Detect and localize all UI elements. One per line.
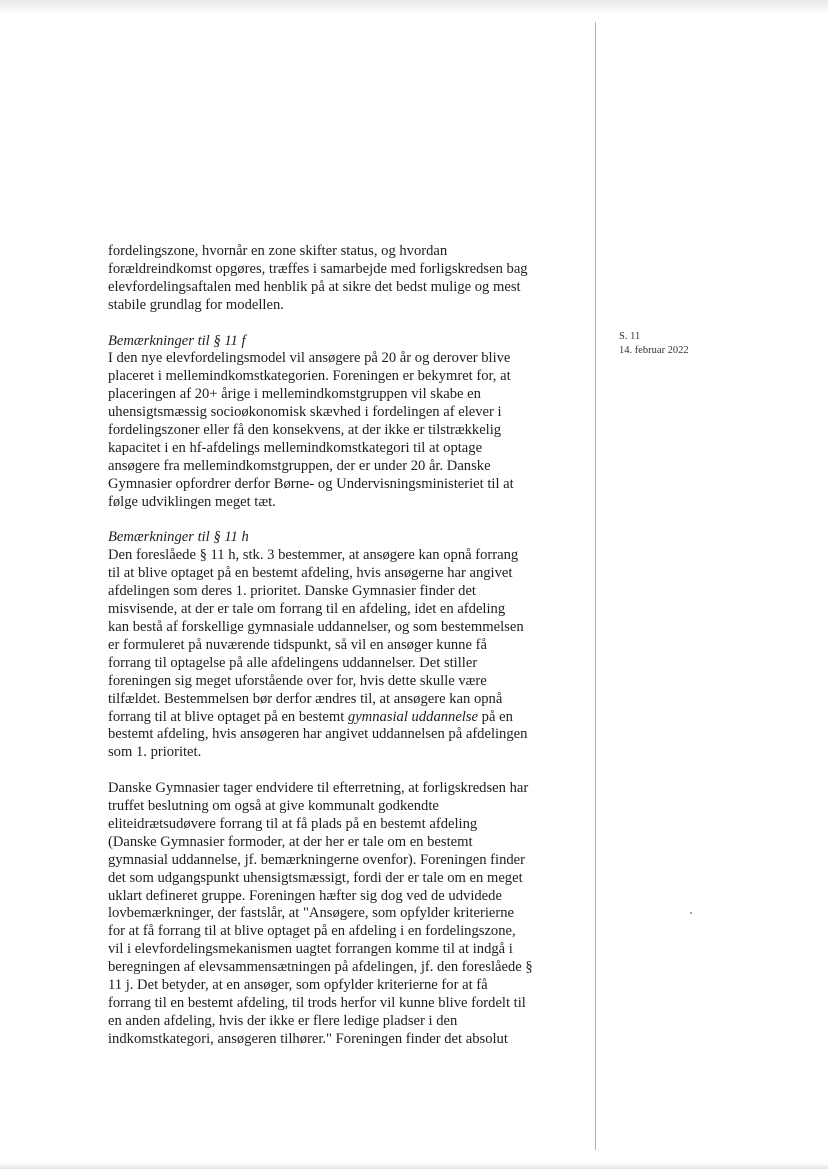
- text-line: (Danske Gymnasier formoder, at der her er tale om en bestemt: [108, 833, 473, 850]
- text-line: vil i elevfordelingsmekanismen uagtet forrangen komme til at indgå i: [108, 941, 513, 958]
- section-11f: [108, 333, 578, 512]
- paragraph-gap: [108, 512, 578, 530]
- text-line: afdelingen som deres 1. prioritet. Danske Gymnasier finder det: [108, 583, 476, 600]
- text-line: forrang til optagelse på alle afdelingens uddannelser. Det stiller: [108, 654, 478, 671]
- text-line: som 1. prioritet.: [108, 744, 202, 761]
- text-line: en anden afdeling, hvis der ikke er flere ledige pladser i den: [108, 1012, 458, 1029]
- text-line: Gymnasier opfordrer derfor Børne- og Undervisningsministeriet til at: [108, 475, 514, 492]
- section-heading: Bemærkninger til § 11 f: [108, 332, 246, 349]
- text-line: 11 j. Det betyder, at en ansøger, som opfylder kriterierne for at få: [108, 977, 488, 994]
- emphasized-term: gymnasial uddannelse: [347, 708, 479, 725]
- text-line: forrang til en bestemt afdeling, til trods herfor vil kunne blive fordelt til: [108, 995, 526, 1012]
- scan-shadow-bottom: [0, 1163, 828, 1169]
- scan-speck: [690, 912, 692, 914]
- text-line: bestemt afdeling, hvis ansøgeren har angivet uddannelsen på afdelingen: [108, 726, 528, 743]
- text-line: det som udgangspunkt uhensigtsmæssigt, fordi der er tale om en meget: [108, 869, 523, 886]
- text-line: er formuleret på nuværende tidspunkt, så vil en ansøger kunne få: [108, 636, 487, 653]
- intro-paragraph: [108, 243, 578, 315]
- document-body: [108, 243, 578, 1049]
- text-line: beregningen af elevsammensætningen på afdelingen, jf. den foreslåede §: [108, 959, 533, 976]
- closing-paragraph: [108, 780, 578, 1049]
- paragraph-gap: [108, 762, 578, 780]
- text-line: misvisende, at der er tale om forrang til en afdeling, idet en afdeling: [108, 601, 506, 618]
- text-line: eliteidrætsudøvere forrang til at få plads på en bestemt afdeling: [108, 815, 478, 832]
- text-line: fordelingszone, hvornår en zone skifter status, og hvordan: [108, 243, 448, 259]
- text-line: Danske Gymnasier tager endvidere til efterretning, at forligskredsen har: [108, 780, 529, 797]
- text-line: følge udviklingen meget tæt.: [108, 493, 276, 510]
- text-line: kan bestå af forskellige gymnasiale uddannelser, og som bestemmelsen: [108, 619, 524, 635]
- text-line: ansøgere fra mellemindkomstgruppen, der er under 20 år. Danske: [108, 457, 491, 474]
- text-line: gymnasial uddannelse, jf. bemærkningerne ovenfor). Foreningen finder: [108, 851, 526, 868]
- text-line: foreningen sig meget uforstående over for, hvis dette skulle være: [108, 672, 487, 689]
- margin-divider-line: [595, 22, 596, 1150]
- text-line: for at få forrang til at blive optaget på en afdeling i en fordelingszone,: [108, 923, 516, 940]
- text-line: stabile grundlag for modellen.: [108, 296, 284, 313]
- scan-shadow-top: [0, 0, 828, 14]
- text-line: lovbemærkninger, der fastslår, at "Ansøgere, som opfylder kriterierne: [108, 905, 514, 922]
- page-number: S. 11: [619, 331, 641, 342]
- text-line: forældreindkomst opgøres, træffes i samarbejde med forligskredsen bag: [108, 260, 528, 277]
- text-line: placeringen af 20+ årige i mellemindkomstgruppen vil skabe en: [108, 386, 481, 403]
- text-line: elevfordelingsaftalen med henblik på at sikre det bedst mulige og mest: [108, 278, 521, 295]
- text-line: uhensigtsmæssig socioøkonomisk skævhed i fordelingen af elever i: [108, 404, 502, 421]
- text-line: til at blive optaget på en bestemt afdeling, hvis ansøgerne har angivet: [108, 565, 513, 582]
- line-text-after: på en: [478, 708, 513, 725]
- document-date: 14. februar 2022: [619, 344, 689, 356]
- text-line: fordelingszoner eller få den konsekvens, at der ikke er tilstrækkelig: [108, 422, 502, 439]
- text-line: tilfældet. Bestemmelsen bør derfor ændres til, at ansøgere kan opnå: [108, 690, 503, 707]
- text-line: uklart defineret gruppe. Foreningen hæfter sig dog ved de udvidede: [108, 887, 502, 904]
- text-line-with-emphasis: [108, 709, 578, 727]
- text-line: I den nye elevfordelingsmodel vil ansøgere på 20 år og derover blive: [108, 350, 511, 367]
- section-heading: Bemærkninger til § 11 h: [108, 529, 249, 546]
- line-text-before: forrang til at blive optaget på en bestemt: [108, 708, 348, 725]
- text-line: indkomstkategori, ansøgeren tilhører." Foreningen finder det absolut: [108, 1030, 508, 1047]
- text-line: Den foreslåede § 11 h, stk. 3 bestemmer, at ansøgere kan opnå forrang: [108, 547, 519, 564]
- text-line: kapacitet i en hf-afdelings mellemindkomstkategori til at optage: [108, 439, 483, 456]
- text-line: placeret i mellemindkomstkategorien. Foreningen er bekymret for, at: [108, 368, 511, 385]
- margin-note: [619, 330, 689, 357]
- paragraph-gap: [108, 315, 578, 333]
- section-11h: [108, 529, 578, 762]
- text-line: truffet beslutning om også at give kommunalt godkendte: [108, 798, 439, 815]
